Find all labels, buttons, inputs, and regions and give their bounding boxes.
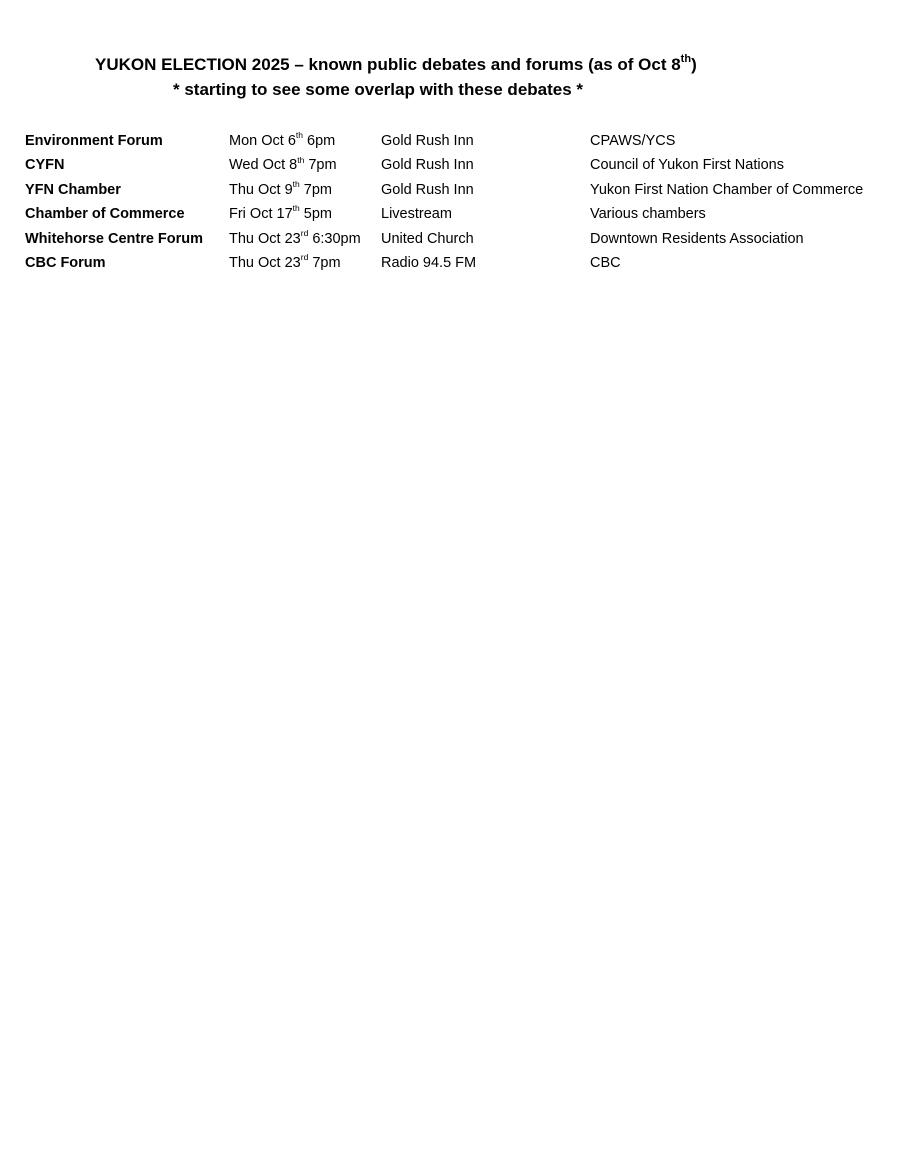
title-main-text: YUKON ELECTION 2025 – known public debates and forums (as of Oct 8 <box>95 55 681 74</box>
event-date: Fri Oct 17th 5pm <box>229 203 332 223</box>
event-venue: Radio 94.5 FM <box>381 254 477 271</box>
event-name: Environment Forum <box>25 133 163 149</box>
event-venue: Livestream <box>381 206 452 223</box>
event-date: Mon Oct 6th 6pm <box>229 130 336 149</box>
title-line-1 <box>95 54 697 76</box>
event-venue: Gold Rush Inn <box>381 157 474 174</box>
table-row <box>25 180 885 204</box>
event-name: YFN Chamber <box>25 181 121 198</box>
title-superscript: th <box>680 53 692 66</box>
event-host: Downtown Residents Association <box>590 230 804 247</box>
table-row <box>25 131 885 155</box>
event-host: CBC <box>590 254 621 271</box>
table-row <box>25 155 885 179</box>
event-venue: United Church <box>381 230 474 247</box>
event-name: CYFN <box>25 157 65 174</box>
event-date: Thu Oct 23rd 7pm <box>229 252 341 271</box>
event-name: Whitehorse Centre Forum <box>25 230 204 247</box>
event-date: Thu Oct 9th 7pm <box>229 178 333 198</box>
events-table <box>25 131 885 277</box>
event-name: Chamber of Commerce <box>25 206 185 223</box>
event-venue: Gold Rush Inn <box>381 133 474 149</box>
table-row <box>25 253 885 277</box>
event-date: Thu Oct 23rd 6:30pm <box>229 227 361 247</box>
table-row <box>25 204 885 228</box>
event-venue: Gold Rush Inn <box>381 181 474 198</box>
event-host: CPAWS/YCS <box>590 133 676 149</box>
title-line-2: * starting to see some overlap with these debates * <box>173 80 584 99</box>
event-host: Council of Yukon First Nations <box>590 157 784 174</box>
event-date: Wed Oct 8th 7pm <box>229 154 337 174</box>
event-host: Yukon First Nation Chamber of Commerce <box>590 181 864 198</box>
event-host: Various chambers <box>590 206 706 223</box>
event-name: CBC Forum <box>25 254 106 271</box>
title-closing-paren: ) <box>691 55 697 74</box>
table-row <box>25 229 885 253</box>
